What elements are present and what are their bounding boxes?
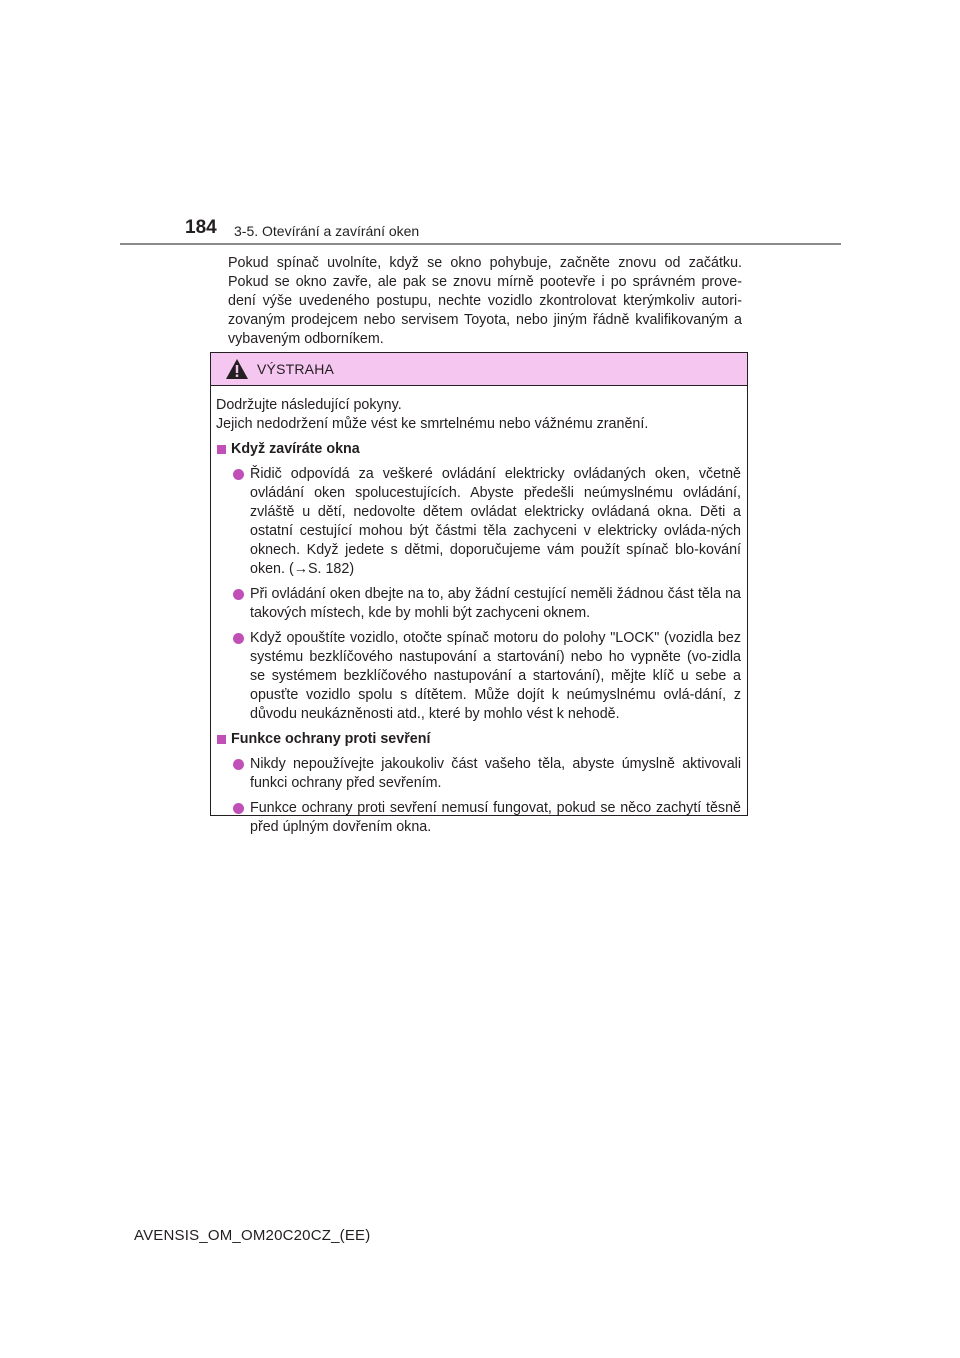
section-heading-text: Když zavíráte okna bbox=[231, 441, 360, 457]
list-item-text: Řidič odpovídá za veškeré ovládání elektricky ovládaných oken, včetně ovládání oken spolucestujících. Abyste předešli neúmyslnému ovládání, zvláště u dětí, nedovolte dětem ovládat elektricky ovládaná okna. Děti a ostatní cestující mohou být částmi těla zachyceni v elektricky ovláda-ných oknech. Když jedete s dětmi, doporučujeme vám použít spínač blo-kování oken. (→S. 182) bbox=[250, 466, 741, 577]
list-item-text: Nikdy nepoužívejte jakoukoliv část vašeho těla, abyste úmyslně aktivovali funkci ochrany před sevřením. bbox=[250, 756, 741, 791]
bullet-dot-icon bbox=[233, 633, 244, 644]
warning-lead-line: Dodržujte následující pokyny. bbox=[216, 397, 402, 413]
warning-box bbox=[210, 352, 748, 835]
section-heading-text: Funkce ochrany proti sevření bbox=[231, 731, 431, 747]
bullet-dot-icon bbox=[233, 589, 244, 600]
square-bullet-icon bbox=[217, 445, 226, 454]
bullet-dot-icon bbox=[233, 803, 244, 814]
warning-body bbox=[211, 386, 747, 837]
square-bullet-icon bbox=[217, 735, 226, 744]
section-heading bbox=[216, 730, 741, 749]
warning-lead-line: Jejich nedodržení může vést ke smrtelnému nebo vážnému zranění. bbox=[216, 416, 649, 432]
intro-paragraph: Pokud spínač uvolníte, když se okno pohybuje, začněte znovu od začátku. Pokud se okno zavře, ale pak se znovu mírně pootevře i po správném prove-dení výše uvedeného postupu, nechte vozidlo zkontrolovat kterýmkoliv autori-zovaným prodejcem nebo servisem Toyota, nebo jiným řádně kvalifikovaným a vybaveným odborníkem. bbox=[228, 255, 742, 347]
page-header bbox=[0, 213, 960, 247]
list-item bbox=[233, 629, 741, 724]
warning-label: VÝSTRAHA bbox=[257, 361, 335, 377]
page-number: 184 bbox=[185, 217, 217, 238]
bullet-dot-icon bbox=[233, 469, 244, 480]
warning-triangle-icon bbox=[226, 359, 248, 379]
list-item bbox=[233, 799, 741, 837]
list-item-text: Při ovládání oken dbejte na to, aby žádní cestující neměli žádnou část těla na takových místech, kde by mohli být zachyceni oknem. bbox=[250, 586, 741, 621]
section-title: 3-5. Otevírání a zavírání oken bbox=[234, 223, 420, 239]
warning-header bbox=[211, 353, 747, 386]
list-item-text: Když opouštíte vozidlo, otočte spínač motoru do polohy "LOCK" (vozidla bez systému bezklíčového nastupování a startování) nebo ho vypněte (vo-zidla se systémem bezklíčového nastupování a startování), mějte klíč u sebe a opusťte vozidlo spolu s dítětem. Může dojít k neúmyslnému ovlá-dání, z důvodu neukázněnosti atd., které by mohlo vést k nehodě. bbox=[250, 630, 741, 722]
bullet-dot-icon bbox=[233, 759, 244, 770]
list-item bbox=[233, 465, 741, 579]
section-heading bbox=[216, 440, 741, 459]
list-item bbox=[233, 585, 741, 623]
warning-lead bbox=[216, 396, 741, 434]
list-item bbox=[233, 755, 741, 793]
list-item-text: Funkce ochrany proti sevření nemusí fungovat, pokud se něco zachytí těsně před úplným dovřením okna. bbox=[250, 800, 741, 835]
document-footer: AVENSIS_OM_OM20C20CZ_(EE) bbox=[134, 1227, 371, 1244]
header-divider bbox=[120, 243, 841, 245]
